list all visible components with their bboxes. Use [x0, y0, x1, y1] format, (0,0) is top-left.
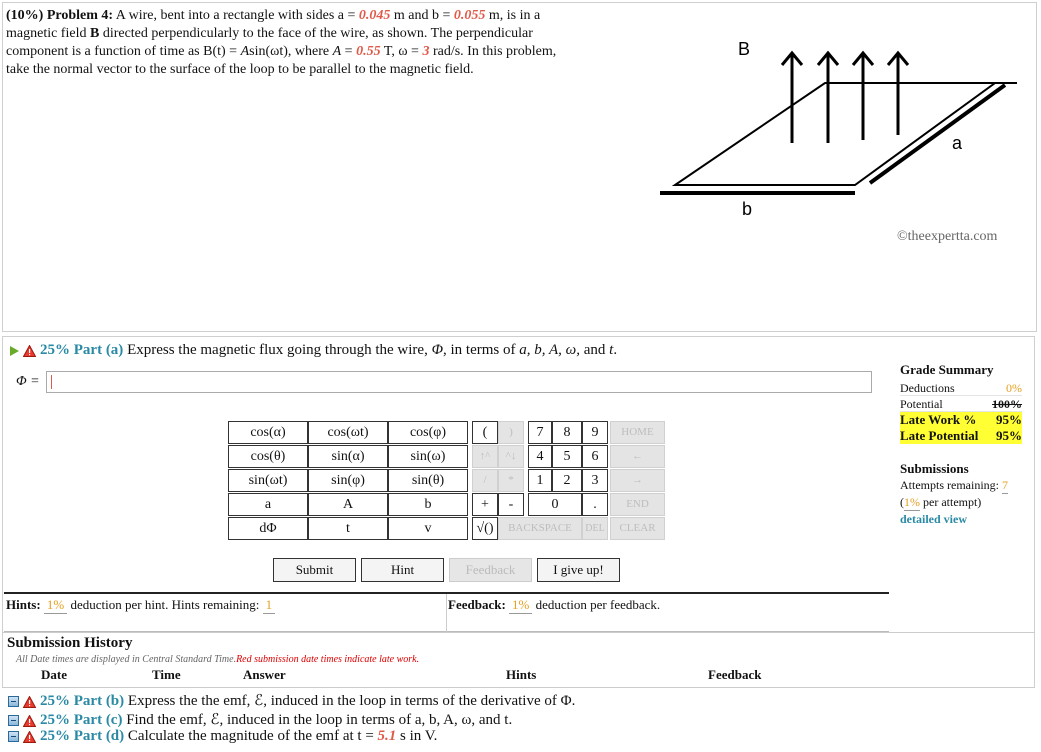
key-home[interactable]: HOME [610, 421, 665, 444]
late-work-value: 95% [996, 412, 1022, 427]
key-backspace[interactable]: BACKSPACE [498, 517, 582, 540]
potential-label: Potential [900, 397, 943, 411]
key-divide[interactable]: / [472, 469, 498, 492]
key-open-paren[interactable]: ( [472, 421, 498, 444]
col-answer: Answer [243, 667, 286, 682]
grade-row-late-work [900, 412, 1022, 428]
per-pct: 1% [904, 495, 920, 509]
key-dot[interactable]: . [582, 493, 608, 516]
problem-weight: (10%) [6, 8, 44, 23]
key-8[interactable]: 8 [552, 421, 582, 444]
part-c-text: Find the emf, ℰ, induced in the loop in terms of a, b, A, ω, and t. [126, 712, 513, 728]
warning-icon [23, 345, 36, 357]
key-2[interactable]: 2 [552, 469, 582, 492]
warning-icon [23, 715, 36, 727]
feedback-pct: 1% [509, 597, 532, 614]
col-hints: Hints [506, 667, 537, 682]
key-4[interactable]: 4 [528, 445, 552, 468]
key-var-b[interactable]: b [388, 493, 468, 516]
history-title: Submission History [7, 635, 133, 651]
col-time: Time [152, 667, 181, 682]
key-sin-omega[interactable]: sin(ω) [388, 445, 468, 468]
feedback-button[interactable]: Feedback [449, 558, 532, 582]
key-sqrt[interactable]: √() [472, 517, 498, 540]
key-9[interactable]: 9 [582, 421, 608, 444]
problem-label: Problem 4: [46, 8, 114, 23]
key-var-v[interactable]: v [388, 517, 468, 540]
problem-formula-A: A [240, 44, 250, 59]
key-6[interactable]: 6 [582, 445, 608, 468]
key-plus[interactable]: + [472, 493, 498, 516]
part-c-label: Part (c) [73, 712, 123, 728]
figure-label-b: b [742, 199, 753, 219]
key-sin-omega-t[interactable]: sin(ωt) [228, 469, 308, 492]
key-right-arrow[interactable]: → [610, 469, 665, 492]
part-a-label: Part (a) [73, 342, 124, 358]
col-feedback: Feedback [708, 667, 762, 682]
history-bottom-border [2, 687, 1035, 688]
history-note-text: All Date times are displayed in Central Standard Time. [16, 654, 237, 665]
hint-button[interactable]: Hint [361, 558, 444, 582]
per-attempt [900, 494, 1022, 511]
part-c-row[interactable] [8, 710, 512, 729]
play-icon[interactable] [10, 346, 19, 356]
part-a-period: . [613, 342, 618, 358]
expand-icon[interactable] [8, 696, 19, 707]
late-potential-value: 95% [996, 428, 1022, 443]
expand-icon[interactable] [8, 715, 19, 726]
key-multiply[interactable]: * [498, 469, 524, 492]
value-omega: 3 [422, 44, 430, 59]
part-a-header [10, 342, 617, 359]
key-left-arrow[interactable]: ← [610, 445, 665, 468]
grade-row-late-potential [900, 428, 1022, 444]
key-d-phi[interactable]: dΦ [228, 517, 308, 540]
key-del[interactable]: DEL [582, 517, 608, 540]
key-sin-alpha[interactable]: sin(α) [308, 445, 388, 468]
key-7[interactable]: 7 [528, 421, 552, 444]
part-d-text-2: s in V. [400, 728, 438, 744]
problem-text-9: rad/s. In this problem, [432, 44, 557, 59]
figure-label-a: a [952, 133, 963, 153]
submissions-panel [900, 461, 1022, 527]
value-A: 0.55 [356, 44, 381, 59]
key-0[interactable]: 0 [528, 493, 582, 516]
value-a: 0.045 [358, 8, 391, 23]
part-a-var-t: t [609, 342, 614, 358]
per-text: per attempt) [923, 495, 982, 509]
feedback-label: Feedback: [448, 597, 506, 612]
grade-summary-title: Grade Summary [900, 362, 994, 377]
warning-icon [23, 731, 36, 743]
history-note-late: Red submission date times indicate late work. [236, 654, 420, 665]
problem-text-8: T, ω = [383, 44, 419, 59]
key-end[interactable]: END [610, 493, 665, 516]
part-a-and: and [583, 342, 606, 358]
part-d-row[interactable] [8, 728, 437, 745]
problem-figure [655, 35, 1035, 225]
feedback-text: deduction per feedback. [535, 597, 661, 612]
part-c-percent: 25% [40, 712, 70, 728]
part-d-t-value: 5.1 [377, 728, 397, 744]
part-a-percent: 25% [40, 342, 70, 358]
key-3[interactable]: 3 [582, 469, 608, 492]
problem-text-4: magnetic field [6, 26, 87, 41]
hints-divider [446, 594, 447, 632]
feedback-info [448, 597, 660, 614]
key-cos-phi[interactable]: cos(φ) [388, 421, 468, 444]
warning-icon [23, 696, 36, 708]
key-sin-phi[interactable]: sin(φ) [308, 469, 388, 492]
key-cos-theta[interactable]: cos(θ) [228, 445, 308, 468]
part-d-text-1: Calculate the magnitude of the emf at t = [127, 728, 374, 744]
key-var-t[interactable]: t [308, 517, 388, 540]
grade-summary [900, 362, 1022, 444]
deductions-label: Deductions [900, 381, 955, 395]
problem-text-3: m, is in a [488, 8, 541, 23]
part-a-text-1: Express the magnetic flux going through the wire, [127, 342, 428, 358]
potential-value: 100% [992, 397, 1022, 411]
part-a-symbol: Φ [431, 342, 443, 358]
problem-A-symbol: A [332, 44, 342, 59]
grade-row-deductions [900, 380, 1022, 396]
part-b-text: Express the the emf, ℰ, induced in the loop in terms of the derivative of Φ. [127, 693, 576, 709]
problem-eq: = [344, 44, 353, 59]
problem-text-2: m and b = [393, 8, 451, 23]
grade-row-potential [900, 396, 1022, 412]
key-sin-theta[interactable]: sin(θ) [388, 469, 468, 492]
figure-label-B: B [738, 39, 751, 59]
hints-pct: 1% [44, 597, 67, 614]
history-divider [2, 632, 1035, 633]
attempts-label: Attempts remaining: [900, 478, 999, 492]
problem-text-7: sin(ωt), where [249, 44, 330, 59]
key-down-caret[interactable]: ^↓ [498, 445, 524, 468]
history-note [16, 654, 419, 665]
part-b-row[interactable] [8, 691, 575, 710]
problem-text-6: component is a function of time as B(t) = [6, 44, 238, 59]
expand-icon[interactable] [8, 731, 19, 742]
field-arrows [782, 53, 908, 143]
submit-button[interactable]: Submit [273, 558, 356, 582]
detailed-view-link[interactable]: detailed view [900, 512, 967, 526]
hints-text: deduction per hint. Hints remaining: [70, 597, 260, 612]
col-date: Date [41, 667, 67, 682]
hints-remaining: 1 [263, 597, 276, 614]
attempts-value: 7 [1001, 478, 1008, 492]
late-potential-label: Late Potential [900, 428, 979, 443]
side-a-line [870, 85, 1005, 183]
part-a-text-2: , in terms of [443, 342, 516, 358]
key-cos-omega-t[interactable]: cos(ωt) [308, 421, 388, 444]
part-d-label: Part (d) [73, 728, 125, 744]
problem-text-1: A wire, bent into a rectangle with sides a = [115, 8, 356, 23]
deductions-value: 0% [1006, 381, 1022, 395]
key-var-A[interactable]: A [308, 493, 388, 516]
answer-input[interactable] [46, 371, 872, 393]
key-var-a[interactable]: a [228, 493, 308, 516]
copyright-text: ©theexpertta.com [897, 229, 998, 244]
problem-text-10: take the normal vector to the surface of the loop to be parallel to the magnetic field. [6, 62, 474, 77]
give-up-button[interactable]: I give up! [537, 558, 620, 582]
wire-loop [675, 83, 995, 185]
text-caret [51, 375, 52, 389]
part-a-vars: a, b, A, ω, [519, 342, 580, 358]
value-b: 0.055 [453, 8, 486, 23]
key-close-paren[interactable]: ) [498, 421, 524, 444]
key-clear[interactable]: CLEAR [610, 517, 665, 540]
key-1[interactable]: 1 [528, 469, 552, 492]
key-cos-alpha[interactable]: cos(α) [228, 421, 308, 444]
hints-info [6, 597, 275, 614]
hints-label: Hints: [6, 597, 41, 612]
part-b-percent: 25% [40, 693, 70, 709]
key-5[interactable]: 5 [552, 445, 582, 468]
problem-statement [6, 7, 646, 79]
key-minus[interactable]: - [498, 493, 524, 516]
late-work-label: Late Work % [900, 412, 977, 427]
problem-b-field: B [89, 26, 100, 41]
part-d-percent: 25% [40, 728, 70, 744]
submissions-title: Submissions [900, 461, 969, 476]
key-up-caret[interactable]: ↑^ [472, 445, 498, 468]
problem-text-5: directed perpendicularly to the face of the wire, as shown. The perpendicular [102, 26, 533, 41]
answer-label: Φ = [16, 374, 40, 389]
attempts-remaining [900, 477, 1022, 494]
per-open: ( [900, 495, 904, 509]
part-b-label: Part (b) [73, 693, 125, 709]
